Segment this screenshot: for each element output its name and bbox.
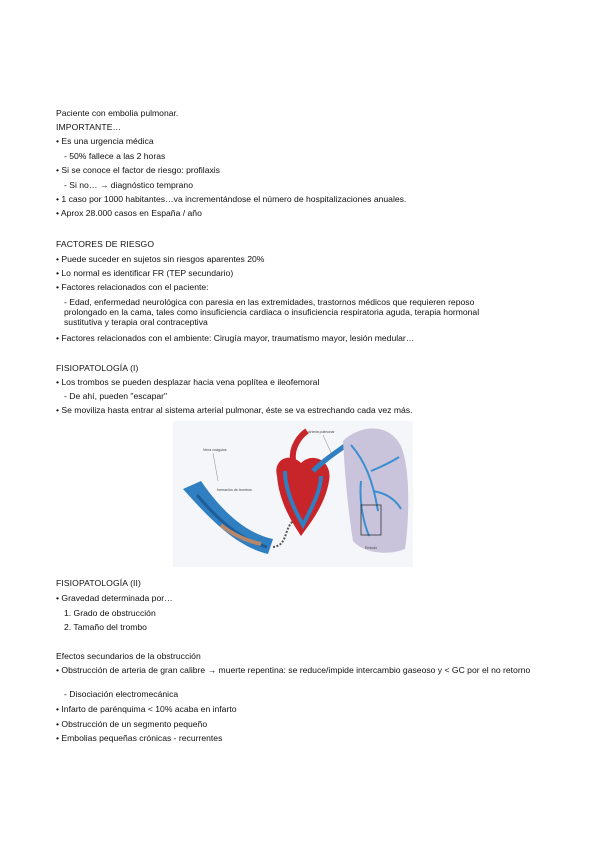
list-item: • Factores relacionados con el ambiente: Cirugía mayor, traumatismo mayor, lesión medular… <box>56 333 415 343</box>
list-item: • Infarto de parénquima < 10% acaba en infarto <box>56 704 237 714</box>
label-vein: Vena coágulos <box>203 448 227 452</box>
list-item-wrapped: • Obstrucción de arteria de gran calibre → muerte repentina: se reduce/impide intercambio gaseoso y < GC por el no retorno <box>56 665 531 675</box>
list-item: - Si no… → diagnóstico temprano <box>64 180 193 190</box>
list-item: • Lo normal es identificar FR (TEP secundario) <box>56 268 234 278</box>
list-item: - 50% fallece a las 2 horas <box>64 151 166 161</box>
list-item: • Gravedad determinada por… <box>56 593 173 603</box>
embolism-illustration <box>173 421 413 567</box>
list-item: • Se moviliza hasta entrar al sistema arterial pulmonar, éste se va estrechando cada vez más. <box>56 405 413 415</box>
list-item: 2. Tamaño del trombo <box>64 622 147 632</box>
list-item: • Si se conoce el factor de riesgo: profilaxis <box>56 165 220 175</box>
list-item: • Los trombos se pueden desplazar hacia vena poplítea e ileofemoral <box>56 377 320 387</box>
doc-title: Paciente con embolia pulmonar. <box>56 108 179 118</box>
effects-heading: Efectos secundarios de la obstrucción <box>56 651 201 661</box>
list-item: - Disociación electromecánica <box>64 689 179 699</box>
list-item: • Factores relacionados con el paciente: <box>56 282 209 292</box>
list-item: 1. Grado de obstrucción <box>64 608 156 618</box>
list-item: • Obstrucción de un segmento pequeño <box>56 719 208 729</box>
fisio2-heading: FISIOPATOLOGÍA (II) <box>56 578 141 588</box>
list-item: - De ahí, pueden "escapar" <box>64 391 168 401</box>
list-item: • Puede suceder en sujetos sin riesgos aparentes 20% <box>56 254 265 264</box>
list-item: • Aprox 28.000 casos en España / año <box>56 208 202 218</box>
label-thrombus: formación de trombos <box>217 488 252 492</box>
list-item-wrapped: - Edad, enfermedad neurológica con paresia en las extremidades, trastornos médicos que requieren reposo prolongado en la cama, tales como insuficiencia cardiaca o insuficiencia respiratoria aguda, terapia hormonal sustitutiva y terapia oral contraceptiva <box>64 297 480 327</box>
list-item: • Embolias pequeñas crónicas - recurrentes <box>56 733 223 743</box>
list-item: • 1 caso por 1000 habitantes…va incrementándose el número de hospitalizaciones anuales. <box>56 194 407 204</box>
risk-heading: FACTORES DE RIESGO <box>56 239 155 249</box>
label-embolus: Émbolo <box>365 546 378 550</box>
important-heading: IMPORTANTE… <box>56 122 122 132</box>
list-item: • Es una urgencia médica <box>56 136 154 146</box>
label-artery: Arteria pulmonar <box>308 430 335 434</box>
fisio1-heading: FISIOPATOLOGÍA (I) <box>56 363 139 373</box>
